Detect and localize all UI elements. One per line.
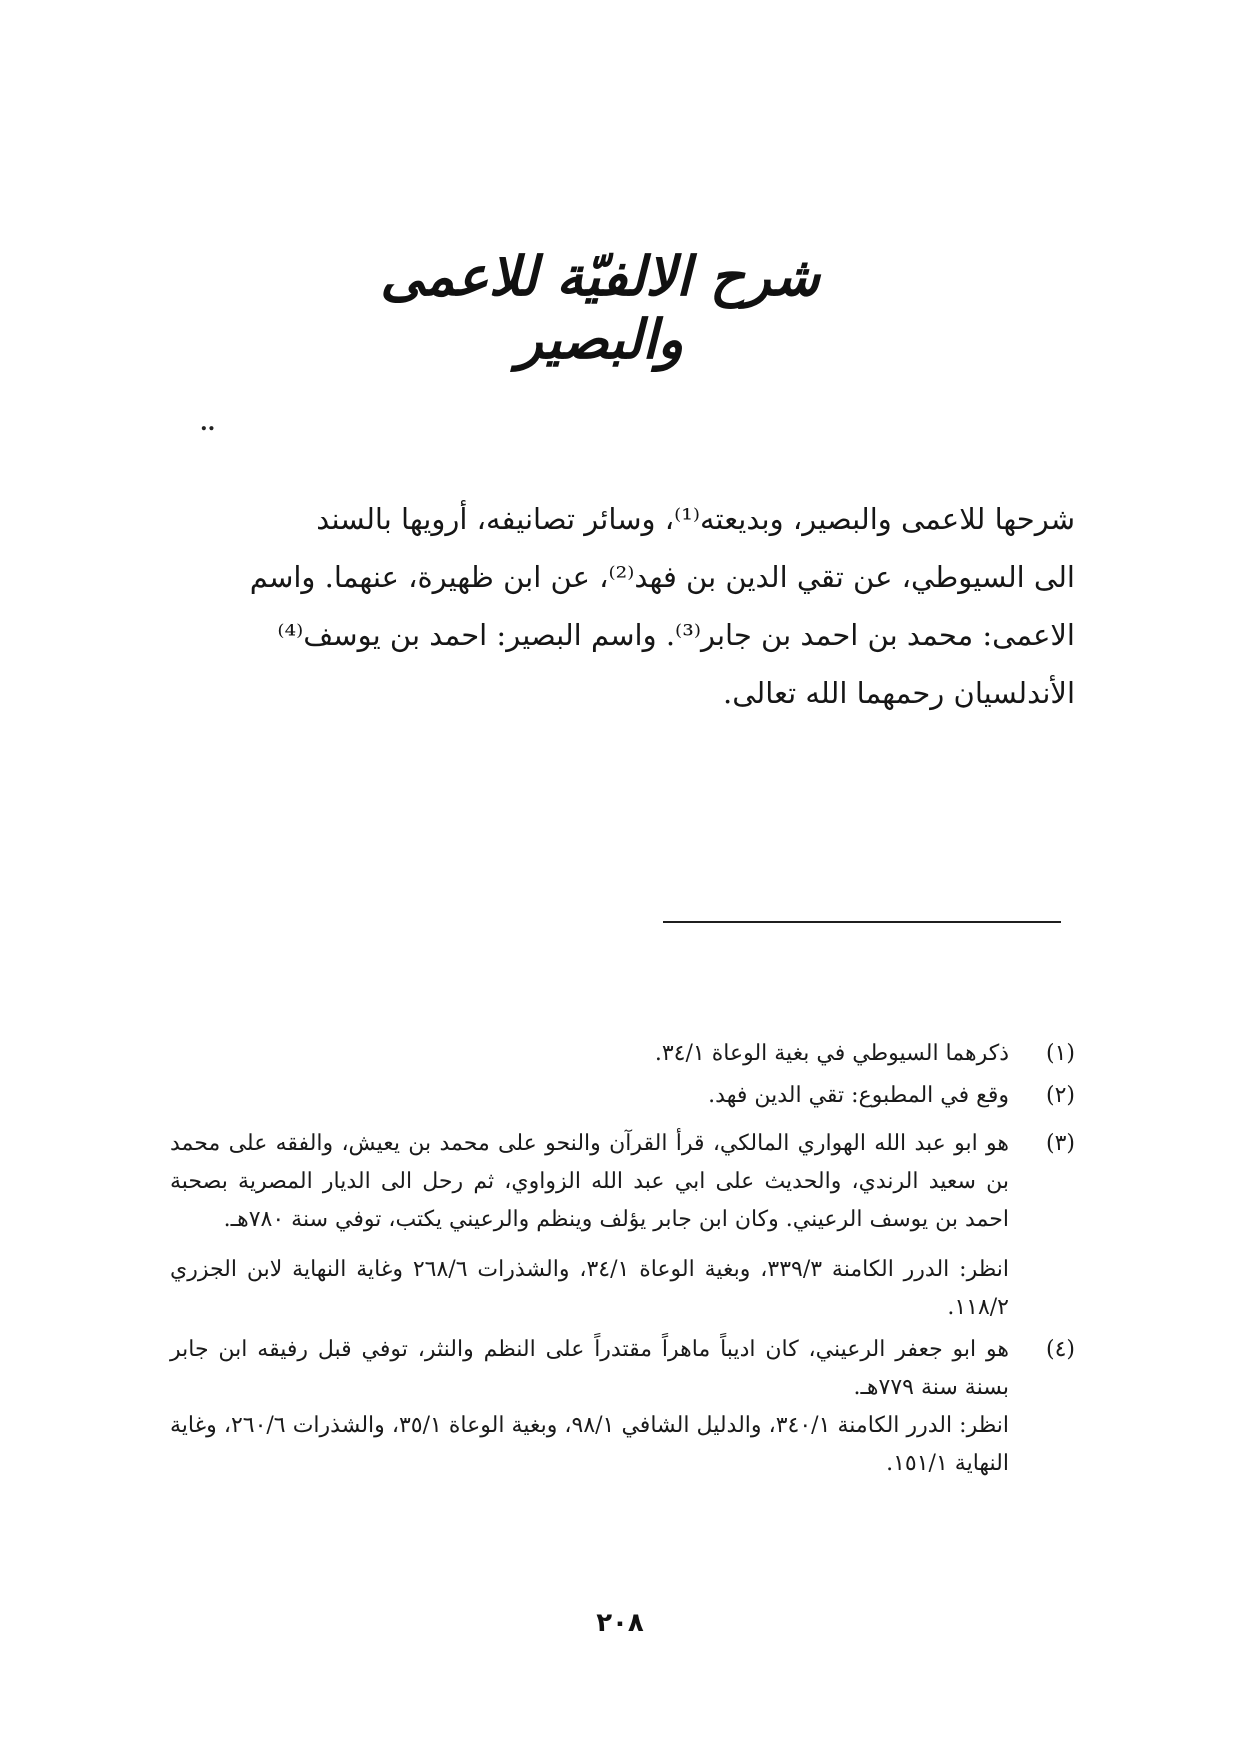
- ornament-dots: ..: [200, 410, 216, 436]
- page-title: شرح الالفيّة للاعمى والبصير: [380, 245, 820, 371]
- body-line: الاعمى: محمد بن احمد بن جابر⁽³⁾. واسم البصير: احمد بن يوسف⁽⁴⁾: [277, 618, 1075, 652]
- body-line: الأندلسيان رحمهما الله تعالى.: [723, 676, 1075, 710]
- footnote-2: [170, 1077, 1075, 1115]
- body-line: الى السيوطي، عن تقي الدين بن فهد⁽²⁾، عن ابن ظهيرة، عنهما. واسم: [249, 560, 1075, 594]
- footnote-paragraph: وقع في المطبوع: تقي الدين فهد.: [708, 1083, 1009, 1108]
- footnote-text: [170, 1125, 1009, 1327]
- footnote-separator: [663, 921, 1061, 923]
- body-line: شرحها للاعمى والبصير، وبديعته⁽¹⁾، وسائر تصانيفه، أرويها بالسند: [316, 502, 1075, 536]
- footnote-text: [170, 1035, 1009, 1073]
- footnote-paragraph: هو ابو عبد الله الهواري المالكي، قرأ القرآن والنحو على محمد بن يعيش، والفقه على محمد بن سعيد الرندي، والحديث على ابي عبد الله الزواوي، ثم رحل الى الديار المصرية بصحبة احمد بن يوسف الرعيني. وكان ابن جابر يؤلف وينظم والرعيني يكتب، توفي سنة ٧٨٠هـ.: [170, 1131, 1009, 1232]
- footnote-paragraph: انظر: الدرر الكامنة ٣٤٠/١، والدليل الشافي ٩٨/١، وبغية الوعاة ٣٥/١، والشذرات ٢٦٠/٦، وغاية النهاية ١٥١/١.: [170, 1413, 1009, 1476]
- footnote-number: (٤): [1045, 1337, 1075, 1362]
- footnote-number: (١): [1045, 1041, 1075, 1066]
- footnote-text: [170, 1077, 1009, 1115]
- footnote-paragraph: انظر: الدرر الكامنة ٣٣٩/٣، وبغية الوعاة ٣٤/١، والشذرات ٢٦٨/٦ وغاية النهاية لابن الجزري ١١٨/٢.: [170, 1257, 1009, 1320]
- footnote-paragraph: ذكرهما السيوطي في بغية الوعاة ٣٤/١.: [654, 1041, 1009, 1066]
- footnote-paragraph: هو ابو جعفر الرعيني، كان اديباً ماهراً مقتدراً على النظم والنثر، توفي قبل رفيقه ابن جابر بسنة سنة ٧٧٩هـ.: [170, 1337, 1009, 1400]
- footnote-number: (٢): [1045, 1083, 1075, 1108]
- page-number: ٢٠٨: [596, 1608, 644, 1638]
- main-paragraph: [170, 490, 1075, 722]
- footnote-4: [170, 1331, 1075, 1483]
- footnote-3: [170, 1125, 1075, 1327]
- footnotes: [170, 1035, 1075, 1487]
- footnote-number: (٣): [1045, 1131, 1075, 1156]
- footnote-1: [170, 1035, 1075, 1073]
- footnote-text: [170, 1331, 1009, 1483]
